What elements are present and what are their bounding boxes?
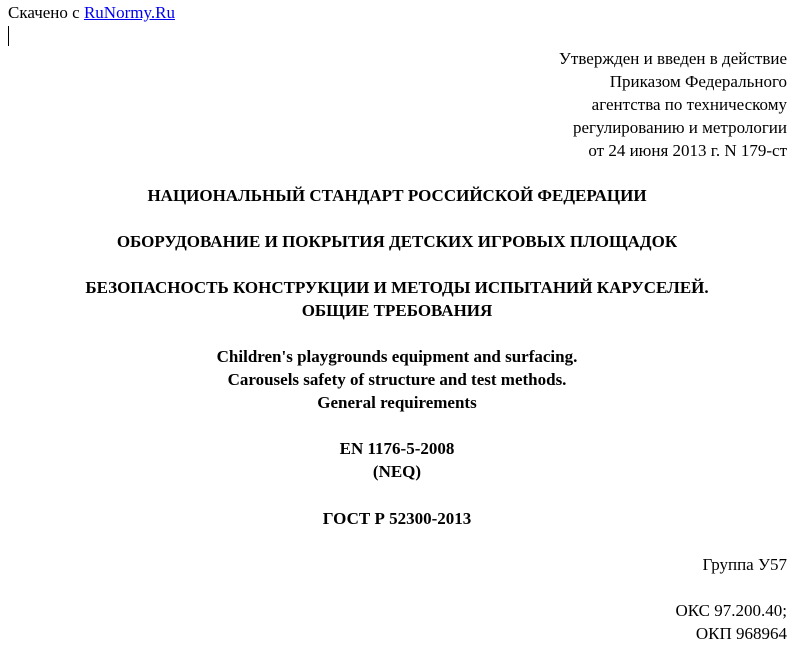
document-title-line: БЕЗОПАСНОСТЬ КОНСТРУКЦИИ И МЕТОДЫ ИСПЫТАНИЙ КАРУСЕЛЕЙ.: [85, 278, 709, 297]
english-title-line: General requirements: [317, 393, 477, 412]
okp-code: ОКП 968964: [695, 624, 787, 643]
approval-line: Утвержден и введен в действие: [558, 49, 787, 68]
document-title: [0, 276, 794, 322]
approval-line: агентства по техническому: [591, 95, 787, 114]
source-link[interactable]: RuNormy.Ru: [83, 3, 175, 22]
reference-standard-code: EN 1176-5-2008: [339, 439, 455, 458]
approval-block: [559, 47, 787, 162]
approval-line: от 24 июня 2013 г. N 179-ст: [588, 141, 787, 160]
classification-codes: [675, 599, 787, 645]
source-prefix: Скачено с: [8, 3, 84, 22]
approval-line: Приказом Федерального: [609, 72, 787, 91]
document-title-line: ОБЩИЕ ТРЕБОВАНИЯ: [301, 301, 493, 320]
text-cursor: [8, 26, 9, 46]
document-subtitle: ОБОРУДОВАНИЕ И ПОКРЫТИЯ ДЕТСКИХ ИГРОВЫХ ПЛОЩАДОК: [116, 232, 678, 251]
english-title-line: Children's playgrounds equipment and surfacing.: [216, 347, 578, 366]
english-title: [0, 345, 794, 414]
reference-degree: (NEQ): [372, 462, 422, 481]
standard-designation: ГОСТ Р 52300-2013: [322, 509, 472, 528]
source-line: [8, 3, 175, 23]
english-title-line: Carousels safety of structure and test methods.: [227, 370, 567, 389]
reference-standard: [0, 437, 794, 483]
document-heading: НАЦИОНАЛЬНЫЙ СТАНДАРТ РОССИЙСКОЙ ФЕДЕРАЦИИ: [147, 186, 647, 205]
approval-line: регулированию и метрологии: [572, 118, 787, 137]
oks-code: ОКС 97.200.40;: [675, 601, 787, 620]
group-code: Группа У57: [702, 555, 787, 574]
